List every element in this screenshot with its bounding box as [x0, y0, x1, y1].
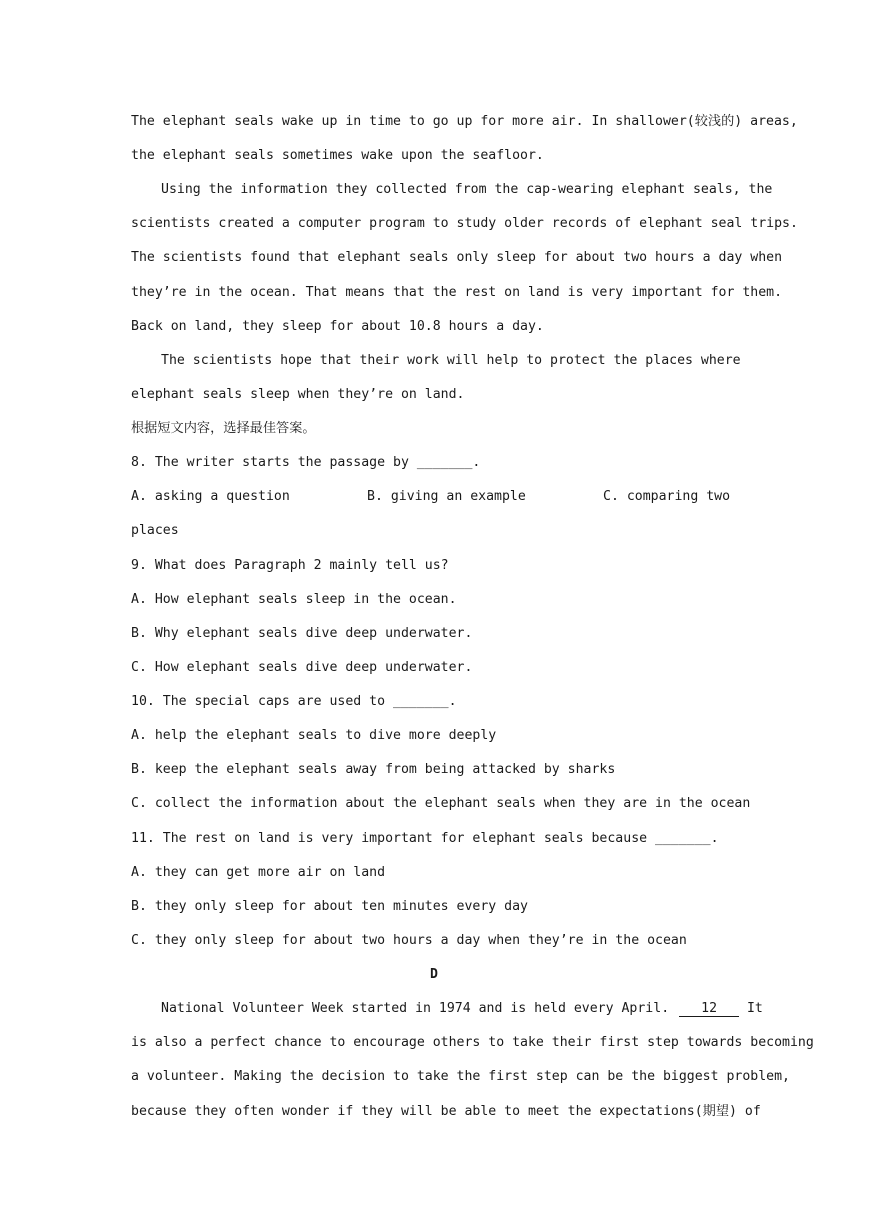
passage-line: The scientists hope that their work will help to protect the places where: [161, 353, 741, 368]
option-b: B. keep the elephant seals away from being attacked by sharks: [131, 762, 616, 777]
passage-line: Using the information they collected from the cap-wearing elephant seals, the: [161, 182, 773, 197]
passage-line: is also a perfect chance to encourage others to take their first step towards becoming: [131, 1035, 814, 1050]
option-c: C. comparing two: [603, 489, 731, 504]
passage-line: elephant seals sleep when they’re on land.: [131, 387, 465, 402]
instruction: 根据短文内容，选择最佳答案。: [131, 421, 316, 436]
passage-line: The scientists found that elephant seals only sleep for about two hours a day when: [131, 250, 783, 265]
blank-12: 12: [679, 1001, 739, 1017]
passage-line: they’re in the ocean. That means that the rest on land is very important for them.: [131, 285, 783, 300]
option-b: B. giving an example: [367, 489, 526, 504]
option-c: C. collect the information about the elephant seals when they are in the ocean: [131, 796, 751, 811]
option-row: [131, 488, 737, 506]
passage-line: the elephant seals sometimes wake upon the seafloor.: [131, 148, 544, 163]
option-a: A. they can get more air on land: [131, 865, 386, 880]
option-b: B. they only sleep for about ten minutes every day: [131, 899, 528, 914]
question-stem: 10. The special caps are used to _______.: [131, 694, 457, 709]
passage-line: Back on land, they sleep for about 10.8 hours a day.: [131, 319, 544, 334]
option-wrap: places: [131, 523, 179, 538]
passage-text: It: [746, 1001, 763, 1016]
question-stem: 9. What does Paragraph 2 mainly tell us?: [131, 558, 449, 573]
option-c: C. they only sleep for about two hours a day when they’re in the ocean: [131, 933, 687, 948]
question-stem: 11. The rest on land is very important for elephant seals because _______.: [131, 831, 719, 846]
passage-text: National Volunteer Week started in 1974 and is held every April.: [161, 1001, 670, 1016]
option-b: B. Why elephant seals dive deep underwater.: [131, 626, 473, 641]
option-a: A. How elephant seals sleep in the ocean.: [131, 592, 457, 607]
passage-line: The elephant seals wake up in time to go up for more air. In shallower(较浅的) areas,: [131, 114, 798, 129]
option-a: A. help the elephant seals to dive more deeply: [131, 728, 497, 743]
passage-line: a volunteer. Making the decision to take the first step can be the biggest problem,: [131, 1069, 790, 1084]
section-heading: D: [430, 967, 438, 982]
question-stem: 8. The writer starts the passage by _______.: [131, 455, 481, 470]
passage-line: because they often wonder if they will be able to meet the expectations(期望) of: [131, 1104, 761, 1119]
option-a: A. asking a question: [131, 489, 290, 504]
passage-line: scientists created a computer program to study older records of elephant seal trips.: [131, 216, 798, 231]
passage-line: [131, 1000, 763, 1018]
option-c: C. How elephant seals dive deep underwater.: [131, 660, 473, 675]
